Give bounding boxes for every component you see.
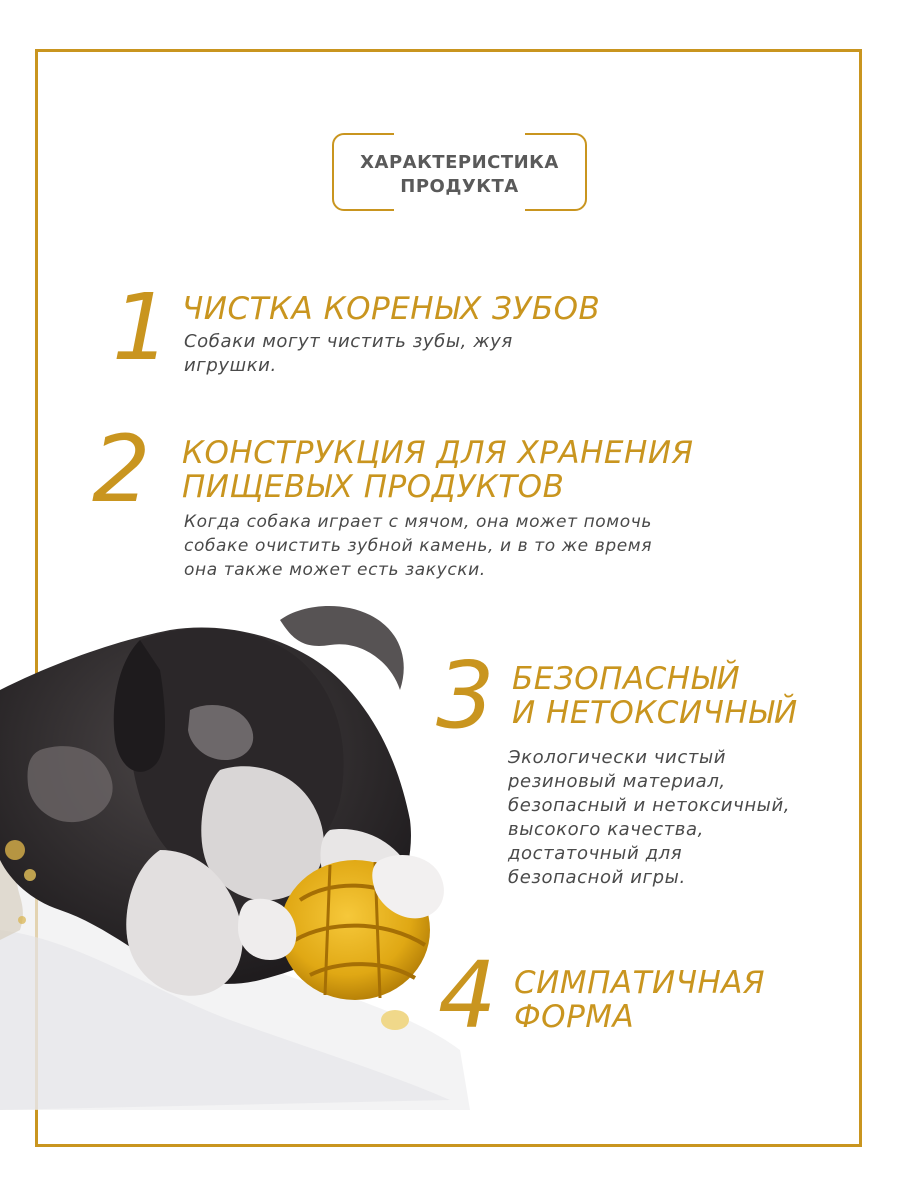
- title-box-top-gap: [394, 132, 525, 137]
- feature-3-description-line: Экологически чистый: [508, 747, 727, 768]
- title-box: [332, 133, 587, 211]
- feature-3-heading-line: БЕЗОПАСНЫЙ: [512, 661, 741, 697]
- dog-with-ball-photo: [0, 600, 470, 1110]
- feature-3-heading: [512, 662, 798, 730]
- feature-3-description: [508, 746, 790, 890]
- feature-1-heading-line: ЧИСТКА КОРЕНЫХ ЗУБОВ: [182, 291, 601, 327]
- title-box-bottom-gap: [394, 207, 525, 212]
- feature-3-description-line: безопасный и нетоксичный,: [508, 795, 791, 816]
- feature-2-description-line: собаке очистить зубной камень, и в то же время: [184, 536, 653, 556]
- feature-3-description-line: достаточный для: [508, 843, 683, 864]
- feature-4-heading-line: СИМПАТИЧНАЯ: [514, 965, 766, 1001]
- feature-1-description-line: игрушки.: [184, 355, 277, 376]
- feature-2-heading-line: КОНСТРУКЦИЯ ДЛЯ ХРАНЕНИЯ: [182, 435, 694, 471]
- feature-3-description-line: безопасной игры.: [508, 867, 686, 888]
- feature-2-description-line: она также может есть закуски.: [184, 560, 486, 580]
- feature-2-heading: [182, 436, 694, 504]
- page-title: [334, 151, 585, 199]
- feature-1-number: 1: [112, 274, 171, 381]
- page-title-line-1: ХАРАКТЕРИСТИКА: [360, 152, 559, 173]
- feature-3-heading-line: И НЕТОКСИЧНЫЙ: [512, 695, 798, 731]
- feature-2-description: [184, 510, 652, 582]
- feature-1-description: [184, 330, 513, 378]
- feature-4-heading-line: ФОРМА: [514, 999, 635, 1035]
- feature-3-number: 3: [436, 642, 495, 749]
- feature-3-description-line: резиновый материал,: [508, 771, 726, 792]
- feature-2-description-line: Когда собака играет с мячом, она может помочь: [184, 512, 652, 532]
- feature-1-heading: [182, 292, 600, 326]
- feature-2-number: 2: [92, 416, 151, 523]
- feature-1-description-line: Собаки могут чистить зубы, жуя: [184, 331, 513, 352]
- feature-4-heading: [514, 966, 765, 1034]
- feature-2-heading-line: ПИЩЕВЫХ ПРОДУКТОВ: [182, 469, 565, 505]
- feature-4-number: 4: [438, 942, 497, 1049]
- page-title-line-2: ПРОДУКТА: [400, 176, 519, 197]
- feature-3-description-line: высокого качества,: [508, 819, 704, 840]
